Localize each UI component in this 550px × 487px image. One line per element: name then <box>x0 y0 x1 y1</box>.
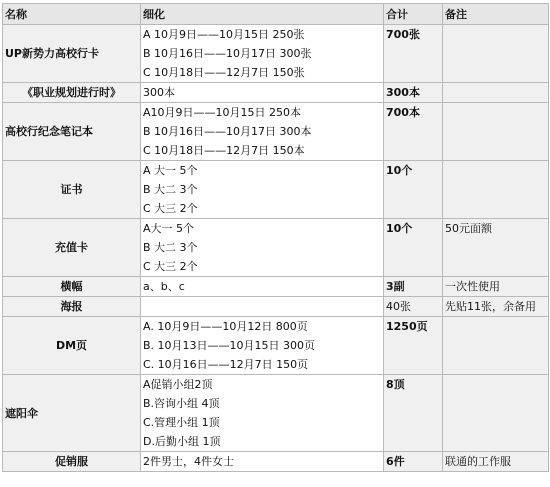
detail-line: C. 10月16日——12月7日 150页 <box>143 358 309 371</box>
table-row <box>3 103 549 161</box>
detail-line: B. 10月13日——10月15日 300页 <box>143 339 316 352</box>
item-total: 3副 <box>384 277 443 297</box>
header-detail: 细化 <box>141 4 384 25</box>
table-row <box>3 83 549 103</box>
header-total: 合计 <box>384 4 443 25</box>
item-name: 充值卡 <box>3 219 141 277</box>
detail-line: A 大一 5个 <box>143 164 198 177</box>
item-note <box>443 83 549 103</box>
table-row <box>3 161 549 219</box>
item-note: 一次性使用 <box>443 277 549 297</box>
detail-line: A促销小组2顶 <box>143 378 213 391</box>
item-total: 300本 <box>384 83 443 103</box>
item-detail <box>141 161 384 219</box>
item-name: 遮阳伞 <box>3 375 141 452</box>
item-note <box>443 103 549 161</box>
item-name: 证书 <box>3 161 141 219</box>
item-note <box>443 25 549 83</box>
item-name: 海报 <box>3 297 141 317</box>
item-note <box>443 317 549 375</box>
item-name: 横幅 <box>3 277 141 297</box>
item-total: 10个 <box>384 161 443 219</box>
table-row <box>3 375 549 452</box>
table-row <box>3 452 549 472</box>
header-name: 名称 <box>3 4 141 25</box>
detail-line: D.后勤小组 1顶 <box>143 435 221 448</box>
item-detail <box>141 277 384 297</box>
detail-line: 2件男士，4件女士 <box>143 455 234 468</box>
detail-line: B 大二 3个 <box>143 183 198 196</box>
table-row <box>3 317 549 375</box>
detail-line: B 10月16日——10月17日 300张 <box>143 47 312 60</box>
item-total: 40张 <box>384 297 443 317</box>
detail-line: A大一 5个 <box>143 222 195 235</box>
item-total: 700本 <box>384 103 443 161</box>
detail-line <box>143 297 381 316</box>
detail-line: B 大二 3个 <box>143 241 198 254</box>
item-note <box>443 375 549 452</box>
item-total: 6件 <box>384 452 443 472</box>
item-total: 10个 <box>384 219 443 277</box>
detail-line: C 10月18日——12月7日 150本 <box>143 144 305 157</box>
detail-line: C 大三 2个 <box>143 260 198 273</box>
detail-line: A10月9日——10月15日 250本 <box>143 106 302 119</box>
table-row <box>3 277 549 297</box>
item-detail <box>141 25 384 83</box>
item-name: DM页 <box>3 317 141 375</box>
item-detail <box>141 103 384 161</box>
item-name: 《职业规划进行时》 <box>3 83 141 103</box>
detail-line: C.管理小组 1顶 <box>143 416 220 429</box>
detail-line: C 大三 2个 <box>143 202 198 215</box>
item-detail <box>141 219 384 277</box>
detail-line: a、b、c <box>143 280 185 293</box>
detail-line: C 10月18日——12月7日 150张 <box>143 66 305 79</box>
item-note: 先贴11张，余备用 <box>443 297 549 317</box>
detail-line: 300本 <box>143 86 175 99</box>
detail-line: A 10月9日——10月15日 250张 <box>143 28 305 41</box>
materials-table <box>2 3 549 472</box>
header-note: 备注 <box>443 4 549 25</box>
table-row <box>3 219 549 277</box>
item-total: 700张 <box>384 25 443 83</box>
detail-line: B 10月16日——10月17日 300本 <box>143 125 312 138</box>
item-note: 联通的工作服 <box>443 452 549 472</box>
detail-line: A. 10月9日——10月12日 800页 <box>143 320 308 333</box>
item-name: 促销服 <box>3 452 141 472</box>
item-total: 8顶 <box>384 375 443 452</box>
item-name: 高校行纪念笔记本 <box>3 103 141 161</box>
item-detail <box>141 317 384 375</box>
item-note: 50元面额 <box>443 219 549 277</box>
detail-line: B.咨询小组 4顶 <box>143 397 220 410</box>
item-total: 1250页 <box>384 317 443 375</box>
item-detail <box>141 83 384 103</box>
item-detail <box>141 297 384 317</box>
item-name: UP新势力高校行卡 <box>3 25 141 83</box>
item-detail <box>141 375 384 452</box>
item-detail <box>141 452 384 472</box>
header-row <box>3 4 549 25</box>
table-row <box>3 25 549 83</box>
table-row <box>3 297 549 317</box>
item-note <box>443 161 549 219</box>
